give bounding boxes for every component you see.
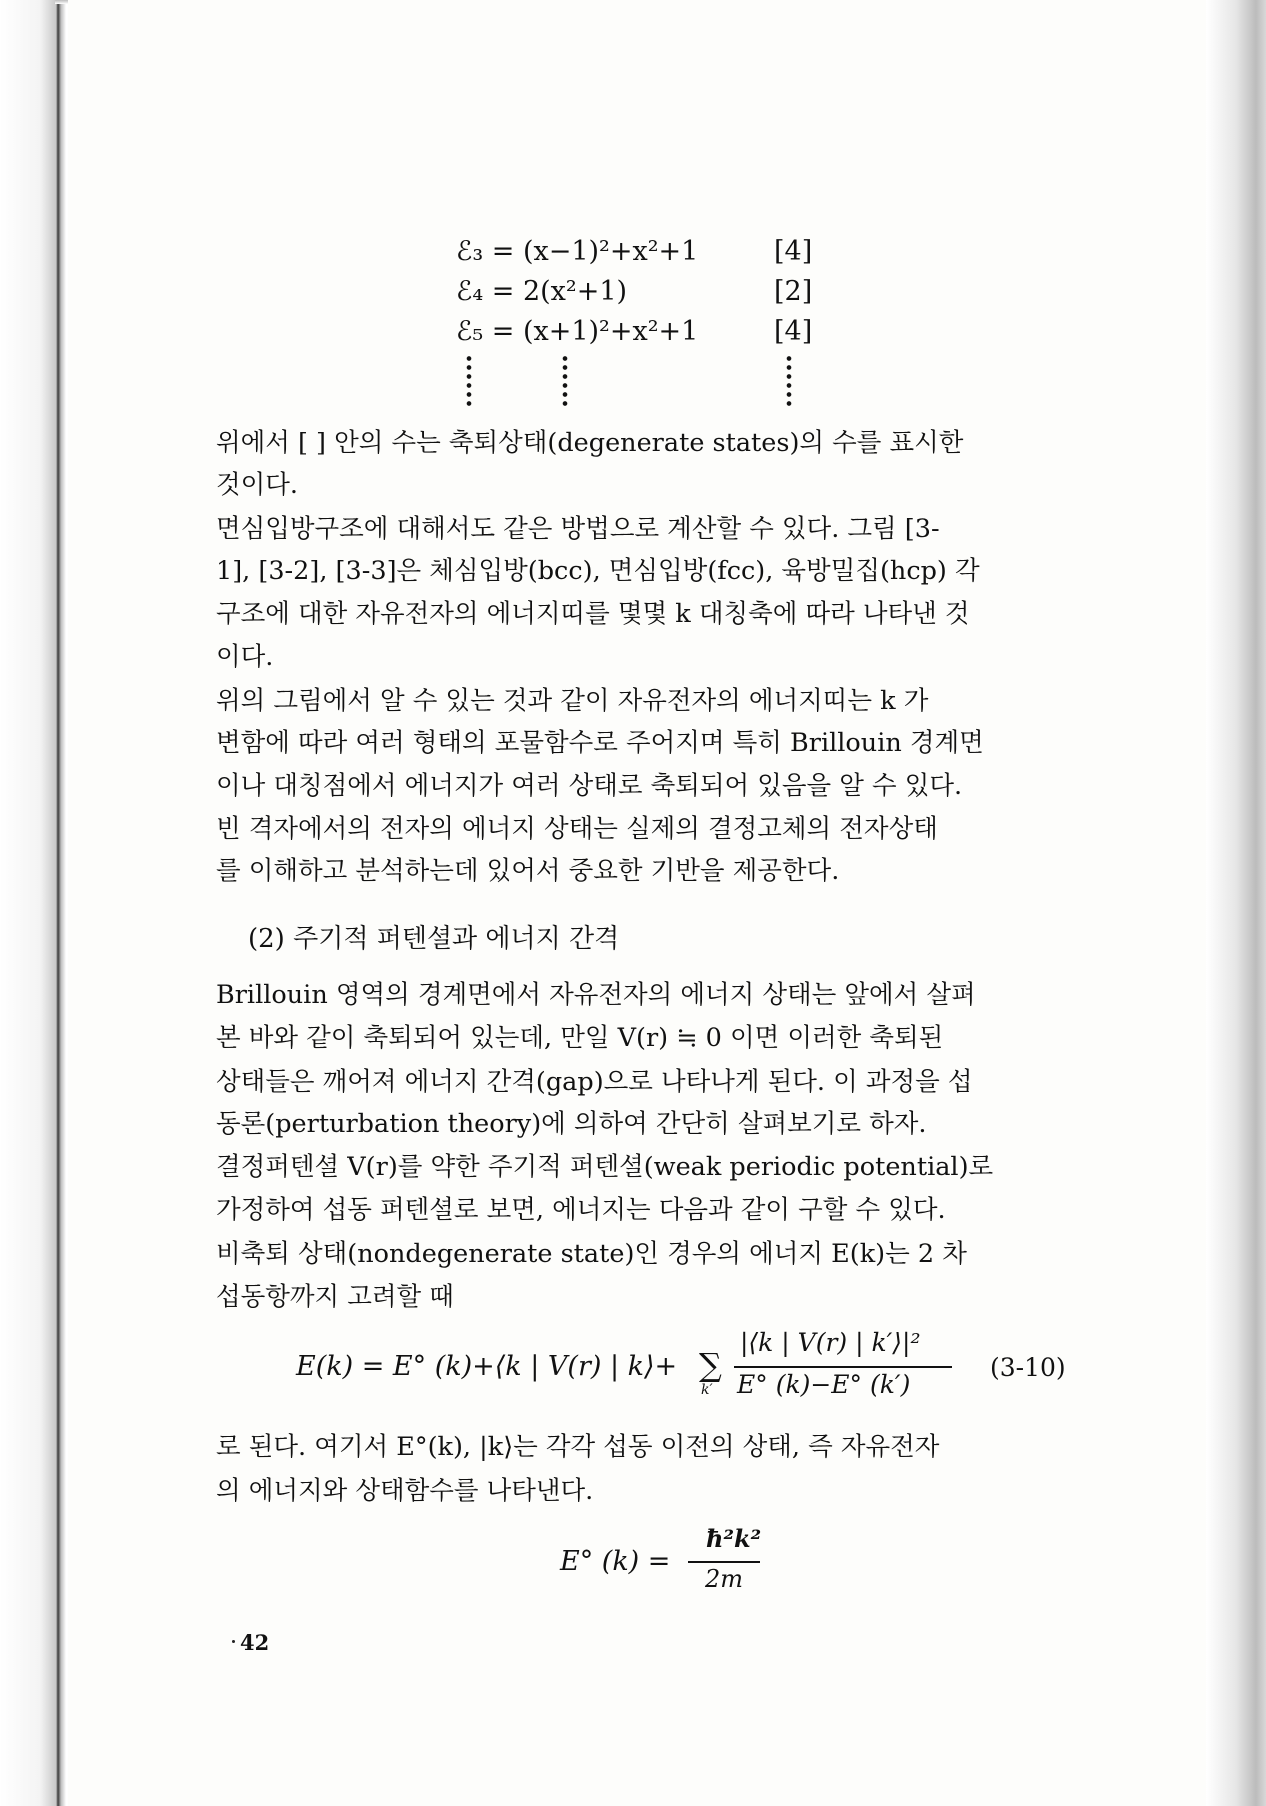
vertical-ellipsis-icon [466,354,472,408]
text-line: 위의 그림에서 알 수 있는 것과 같이 자유전자의 에너지띠는 k 가 [216,686,929,716]
page-number: 42 [240,1630,270,1655]
equation-row [456,232,816,272]
page-left-edge [0,0,70,1806]
text-line: 변함에 따라 여러 형태의 포물함수로 주어지며 특히 Brillouin 경계면 [216,728,984,758]
continuation-dots [456,352,816,412]
energy-equation-list [456,232,816,412]
fraction-numerator: ħ²k² [706,1524,762,1553]
text-line: 비축퇴 상태(nondegenerate state)인 경우의 에너지 E(k)는 2 차 [216,1239,967,1269]
summation-index: k′ [701,1382,713,1398]
formula-lhs: E° (k) = [560,1546,671,1577]
text-line: 결정퍼텐셜 V(r)를 약한 주기적 퍼텐셜(weak periodic potential)로 [216,1152,994,1182]
text-line: 본 바와 같이 축퇴되어 있는데, 만일 V(r) ≒ 0 이면 이러한 축퇴된 [216,1023,944,1053]
text-line: 이다. [216,642,274,672]
page-mark [232,1640,235,1643]
text-line: 이나 대칭점에서 에너지가 여러 상태로 축퇴되어 있음을 알 수 있다. [216,771,963,801]
fraction-denominator: 2m [705,1565,744,1593]
text-line: 구조에 대한 자유전자의 에너지띠를 몇몇 k 대칭축에 따라 나타낸 것 [216,599,970,629]
equation-row [456,312,816,352]
text-line: 1], [3-2], [3-3]은 체심입방(bcc), 면심입방(fcc), 육방밀집(hcp) 각 [216,556,980,586]
page-right-edge [1206,0,1266,1806]
text-line: 빈 격자에서의 전자의 에너지 상태는 실제의 결정고체의 전자상태 [216,814,938,844]
equation-row [456,272,816,312]
text-line: 면심입방구조에 대해서도 같은 방법으로 계산할 수 있다. 그림 [3- [216,514,940,544]
formula-lhs: E(k) = E° (k)+⟨k | V(r) | k⟩+ [296,1351,678,1382]
text-line: 를 이해하고 분석하는데 있어서 중요한 기반을 제공한다. [216,856,840,886]
fraction-bar [688,1561,760,1563]
text-line: 위에서 [ ] 안의 수는 축퇴상태(degenerate states)의 수를 표시한 [216,428,964,458]
text-line: 상태들은 깨어져 에너지 간격(gap)으로 나타나게 된다. 이 과정을 섭 [216,1067,973,1097]
equation-expression: ℰ₅ = (x+1)²+x²+1 [456,316,699,347]
text-line: 섭동항까지 고려할 때 [216,1282,454,1312]
vertical-ellipsis-icon [786,354,792,408]
text-line: 로 된다. 여기서 E°(k), |k⟩는 각각 섭동 이전의 상태, 즉 자유전자 [216,1432,940,1462]
text-line: 가정하여 섭동 퍼텐셜로 보면, 에너지는 다음과 같이 구할 수 있다. [216,1195,946,1225]
section-heading: (2) 주기적 퍼텐셜과 에너지 간격 [248,924,620,954]
equation-number: (3-10) [990,1353,1066,1382]
text-line: 의 에너지와 상태함수를 나타낸다. [216,1476,594,1506]
text-line: 것이다. [216,470,299,500]
degeneracy-tag: [4] [774,236,813,267]
vertical-ellipsis-icon [562,354,568,408]
text-line: 동론(perturbation theory)에 의하여 간단히 살펴보기로 하자. [216,1109,927,1139]
equation-expression: ℰ₃ = (x−1)²+x²+1 [456,236,699,267]
degeneracy-tag: [4] [774,316,813,347]
fraction-bar [734,1366,952,1368]
summation-sign: ∑ [699,1346,722,1384]
equation-expression: ℰ₄ = 2(x²+1) [456,276,628,307]
degeneracy-tag: [2] [774,276,813,307]
fraction-denominator: E° (k)−E° (k′) [737,1370,911,1399]
fraction-numerator: |⟨k | V(r) | k′⟩|² [740,1328,921,1357]
text-line: Brillouin 영역의 경계면에서 자유전자의 에너지 상태는 앞에서 살펴 [216,980,976,1010]
